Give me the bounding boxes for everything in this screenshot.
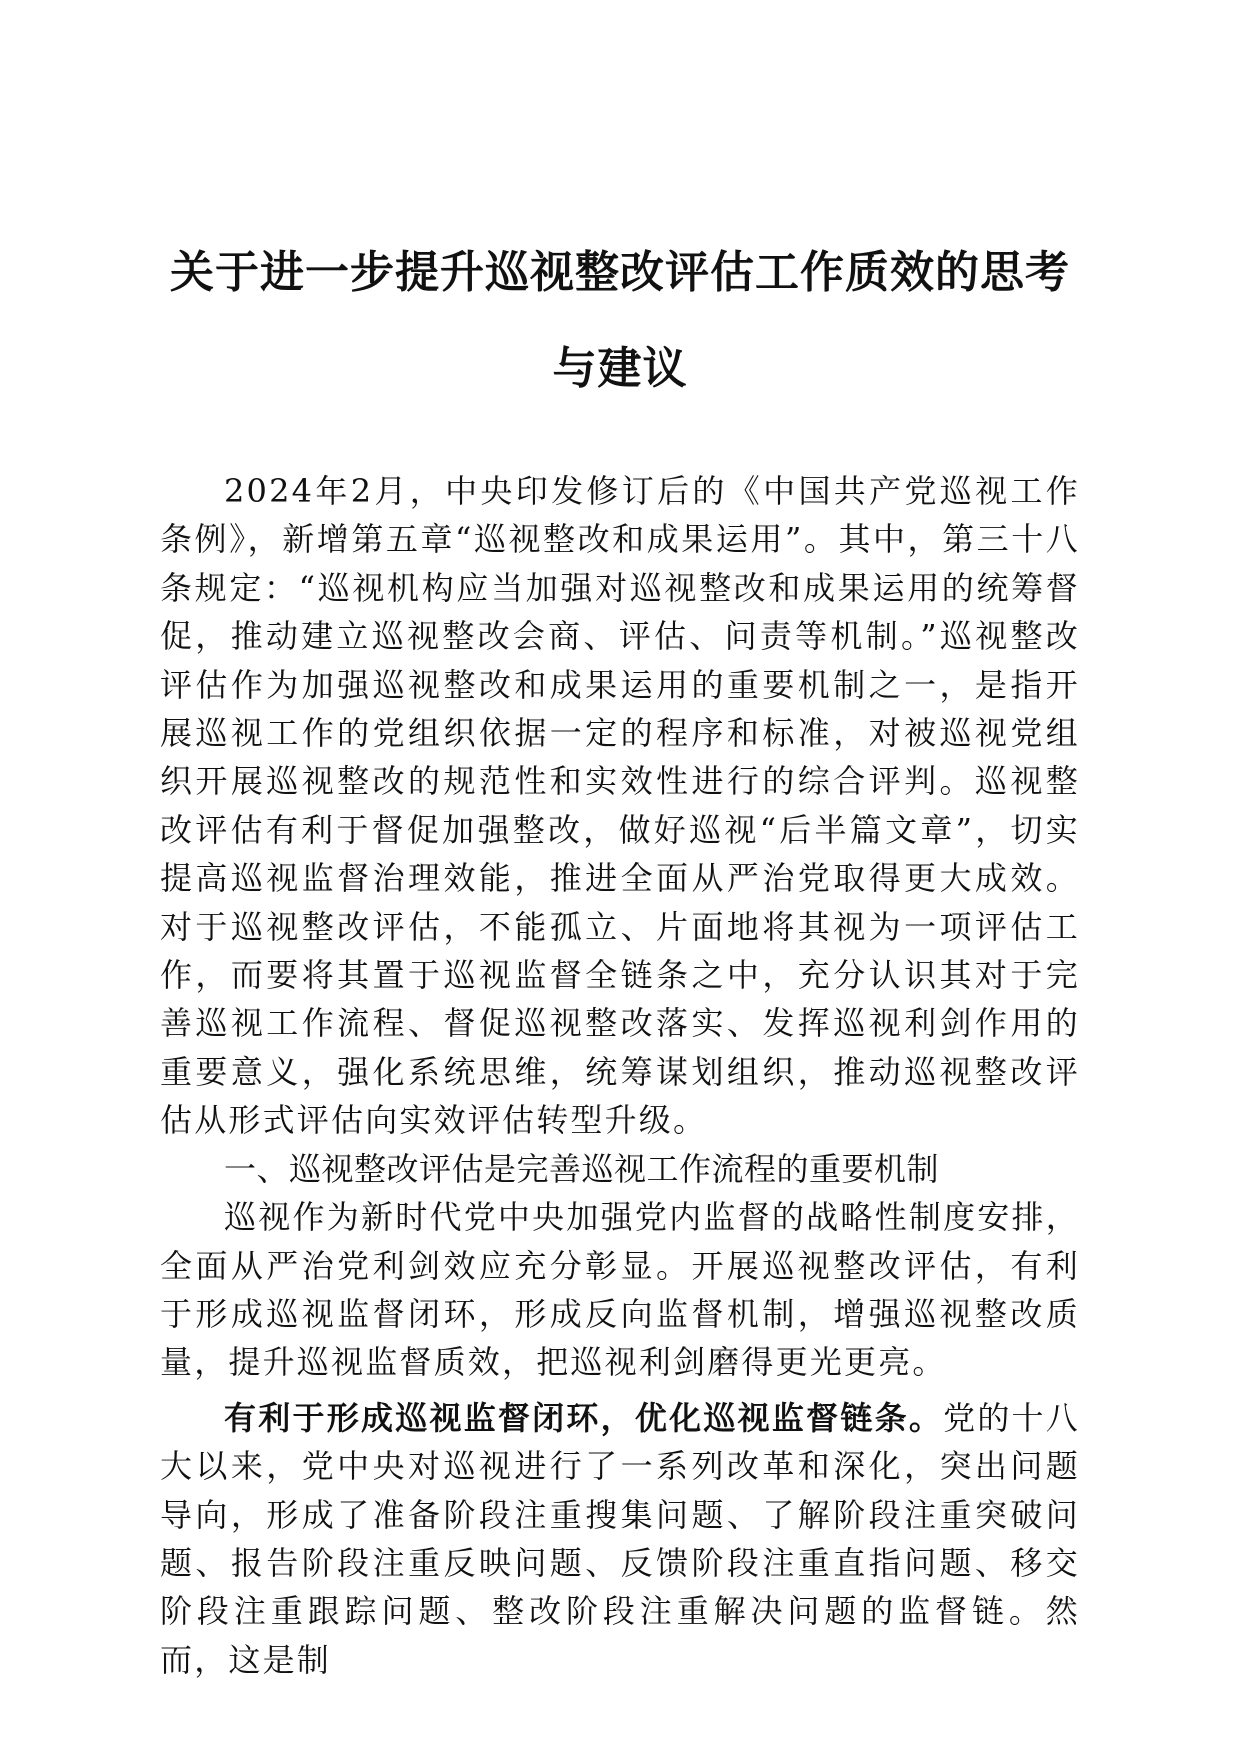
title-line-2: 与建议: [552, 343, 688, 394]
section-heading-1: 一、巡视整改评估是完善巡视工作流程的重要机制: [224, 1149, 940, 1188]
point-1-lead: 有利于形成巡视监督闭环，优化巡视监督链条。: [224, 1398, 944, 1437]
intro-paragraph: 2024年2月，中央印发修订后的《中国共产党巡视工作条例》，新增第五章“巡视整改和成果运用”。其中，第三十八条规定：“巡视机构应当加强对巡视整改和成果运用的统筹督促，推动建立巡视整改会商、评估、问责等机制。”巡视整改评估作为加强巡视整改和成果运用的重要机制之一，是指开展巡视工作的党组织依据一定的程序和标准，对被巡视党组织开展巡视整改的规范性和实效性进行的综合评判。巡视整改评估有利于督促加强整改，做好巡视“后半篇文章”，切实提高巡视监督治理效能，推进全面从严治党取得更大成效。对于巡视整改评估，不能孤立、片面地将其视为一项评估工作，而要将其置于巡视监督全链条之中，充分认识其对于完善巡视工作流程、督促巡视整改落实、发挥巡视利剑作用的重要意义，强化系统思维，统筹谋划组织，推动巡视整改评估从形式评估向实效评估转型升级。: [160, 472, 1080, 1140]
point-1-paragraph: [160, 1394, 1080, 1684]
document-title: [150, 225, 1090, 417]
title-line-1: 关于进一步提升巡视整改评估工作质效的思考: [170, 247, 1070, 298]
document-body: [160, 467, 1080, 1684]
section-1-intro-paragraph: 巡视作为新时代党中央加强党内监督的战略性制度安排，全面从严治党利剑效应充分彰显。开展巡视整改评估，有利于形成巡视监督闭环，形成反向监督机制，增强巡视整改质量，提升巡视监督质效，把巡视利剑磨得更光更亮。: [160, 1198, 1080, 1382]
point-1-body: 党的十八大以来，党中央对巡视进行了一系列改革和深化，突出问题导向，形成了准备阶段注重搜集问题、了解阶段注重突破问题、报告阶段注重反映问题、反馈阶段注重直指问题、移交阶段注重跟踪问题、整改阶段注重解决问题的监督链。然而，这是制: [160, 1398, 1081, 1679]
